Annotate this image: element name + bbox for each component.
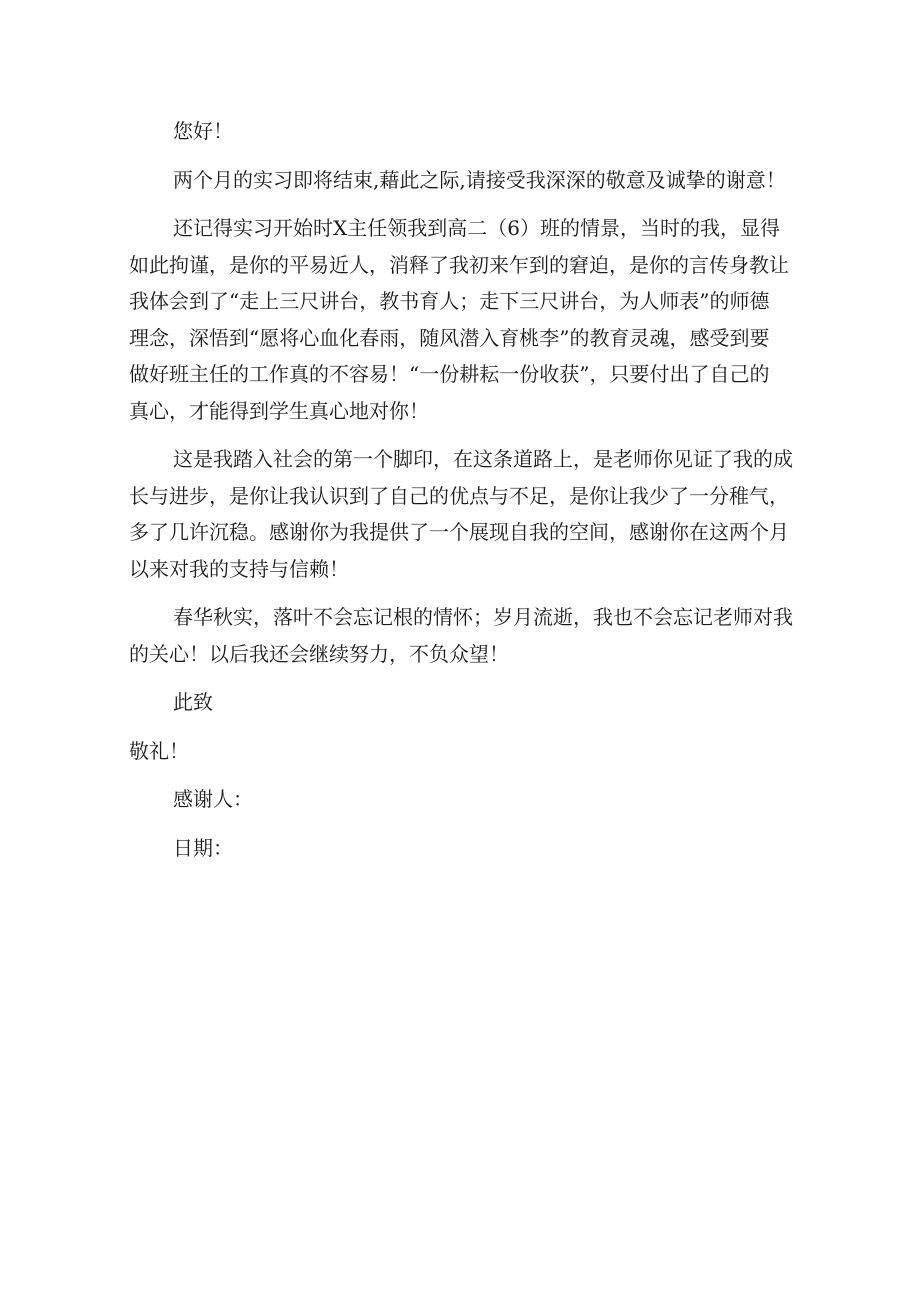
paragraph-gratitude: [129, 599, 799, 672]
paragraph-line: 做好班主任的工作真的不容易！“一份耕耘一份收获”，只要付出了自己的: [129, 362, 770, 386]
letter-body: [129, 113, 799, 866]
closing-salutation: 此致: [173, 690, 213, 714]
paragraph-line: 以来对我的支持与信赖！: [129, 556, 349, 581]
signature-label: 感谢人：: [173, 787, 253, 811]
intro-paragraph: 两个月的实习即将结束,藉此之际,请接受我深深的敬意及诚挚的谢意！: [173, 167, 786, 192]
greeting: 您好！: [173, 119, 233, 143]
paragraph-line: 多了几许沉稳。感谢你为我提供了一个展现自我的空间，感谢你在这两个月: [129, 520, 789, 544]
paragraph-line: 真心，才能得到学生真心地对你！: [129, 398, 429, 423]
closing-regards: 敬礼！: [129, 738, 189, 763]
paragraph-line: 的关心！以后我还会继续努力，不负众望！: [129, 641, 509, 666]
paragraph-line: 我体会到了“走上三尺讲台，教书育人；走下三尺讲台，为人师表”的师德: [129, 289, 770, 313]
paragraph-line: 长与进步，是你让我认识到了自己的优点与不足，是你让我少了一分稚气，: [129, 483, 789, 508]
paragraph-line: 春华秋实，落叶不会忘记根的情怀；岁月流逝，我也不会忘记老师对我: [173, 605, 793, 629]
paragraph-internship-memory: [129, 210, 799, 429]
paragraph-line: 还记得实习开始时X主任领我到高二（6）班的情景，当时的我，显得: [173, 216, 780, 240]
paragraph-line: 理念，深悟到“愿将心血化春雨，随风潜入育桃李”的教育灵魂，感受到要: [129, 325, 770, 350]
date-label: 日期：: [173, 835, 233, 860]
paragraph-line: 如此拘谨，是你的平易近人，消释了我初来乍到的窘迫，是你的言传身教让: [129, 252, 789, 277]
paragraph-first-step: [129, 441, 799, 587]
paragraph-line: 这是我踏入社会的第一个脚印，在这条道路上，是老师你见证了我的成: [173, 447, 793, 471]
